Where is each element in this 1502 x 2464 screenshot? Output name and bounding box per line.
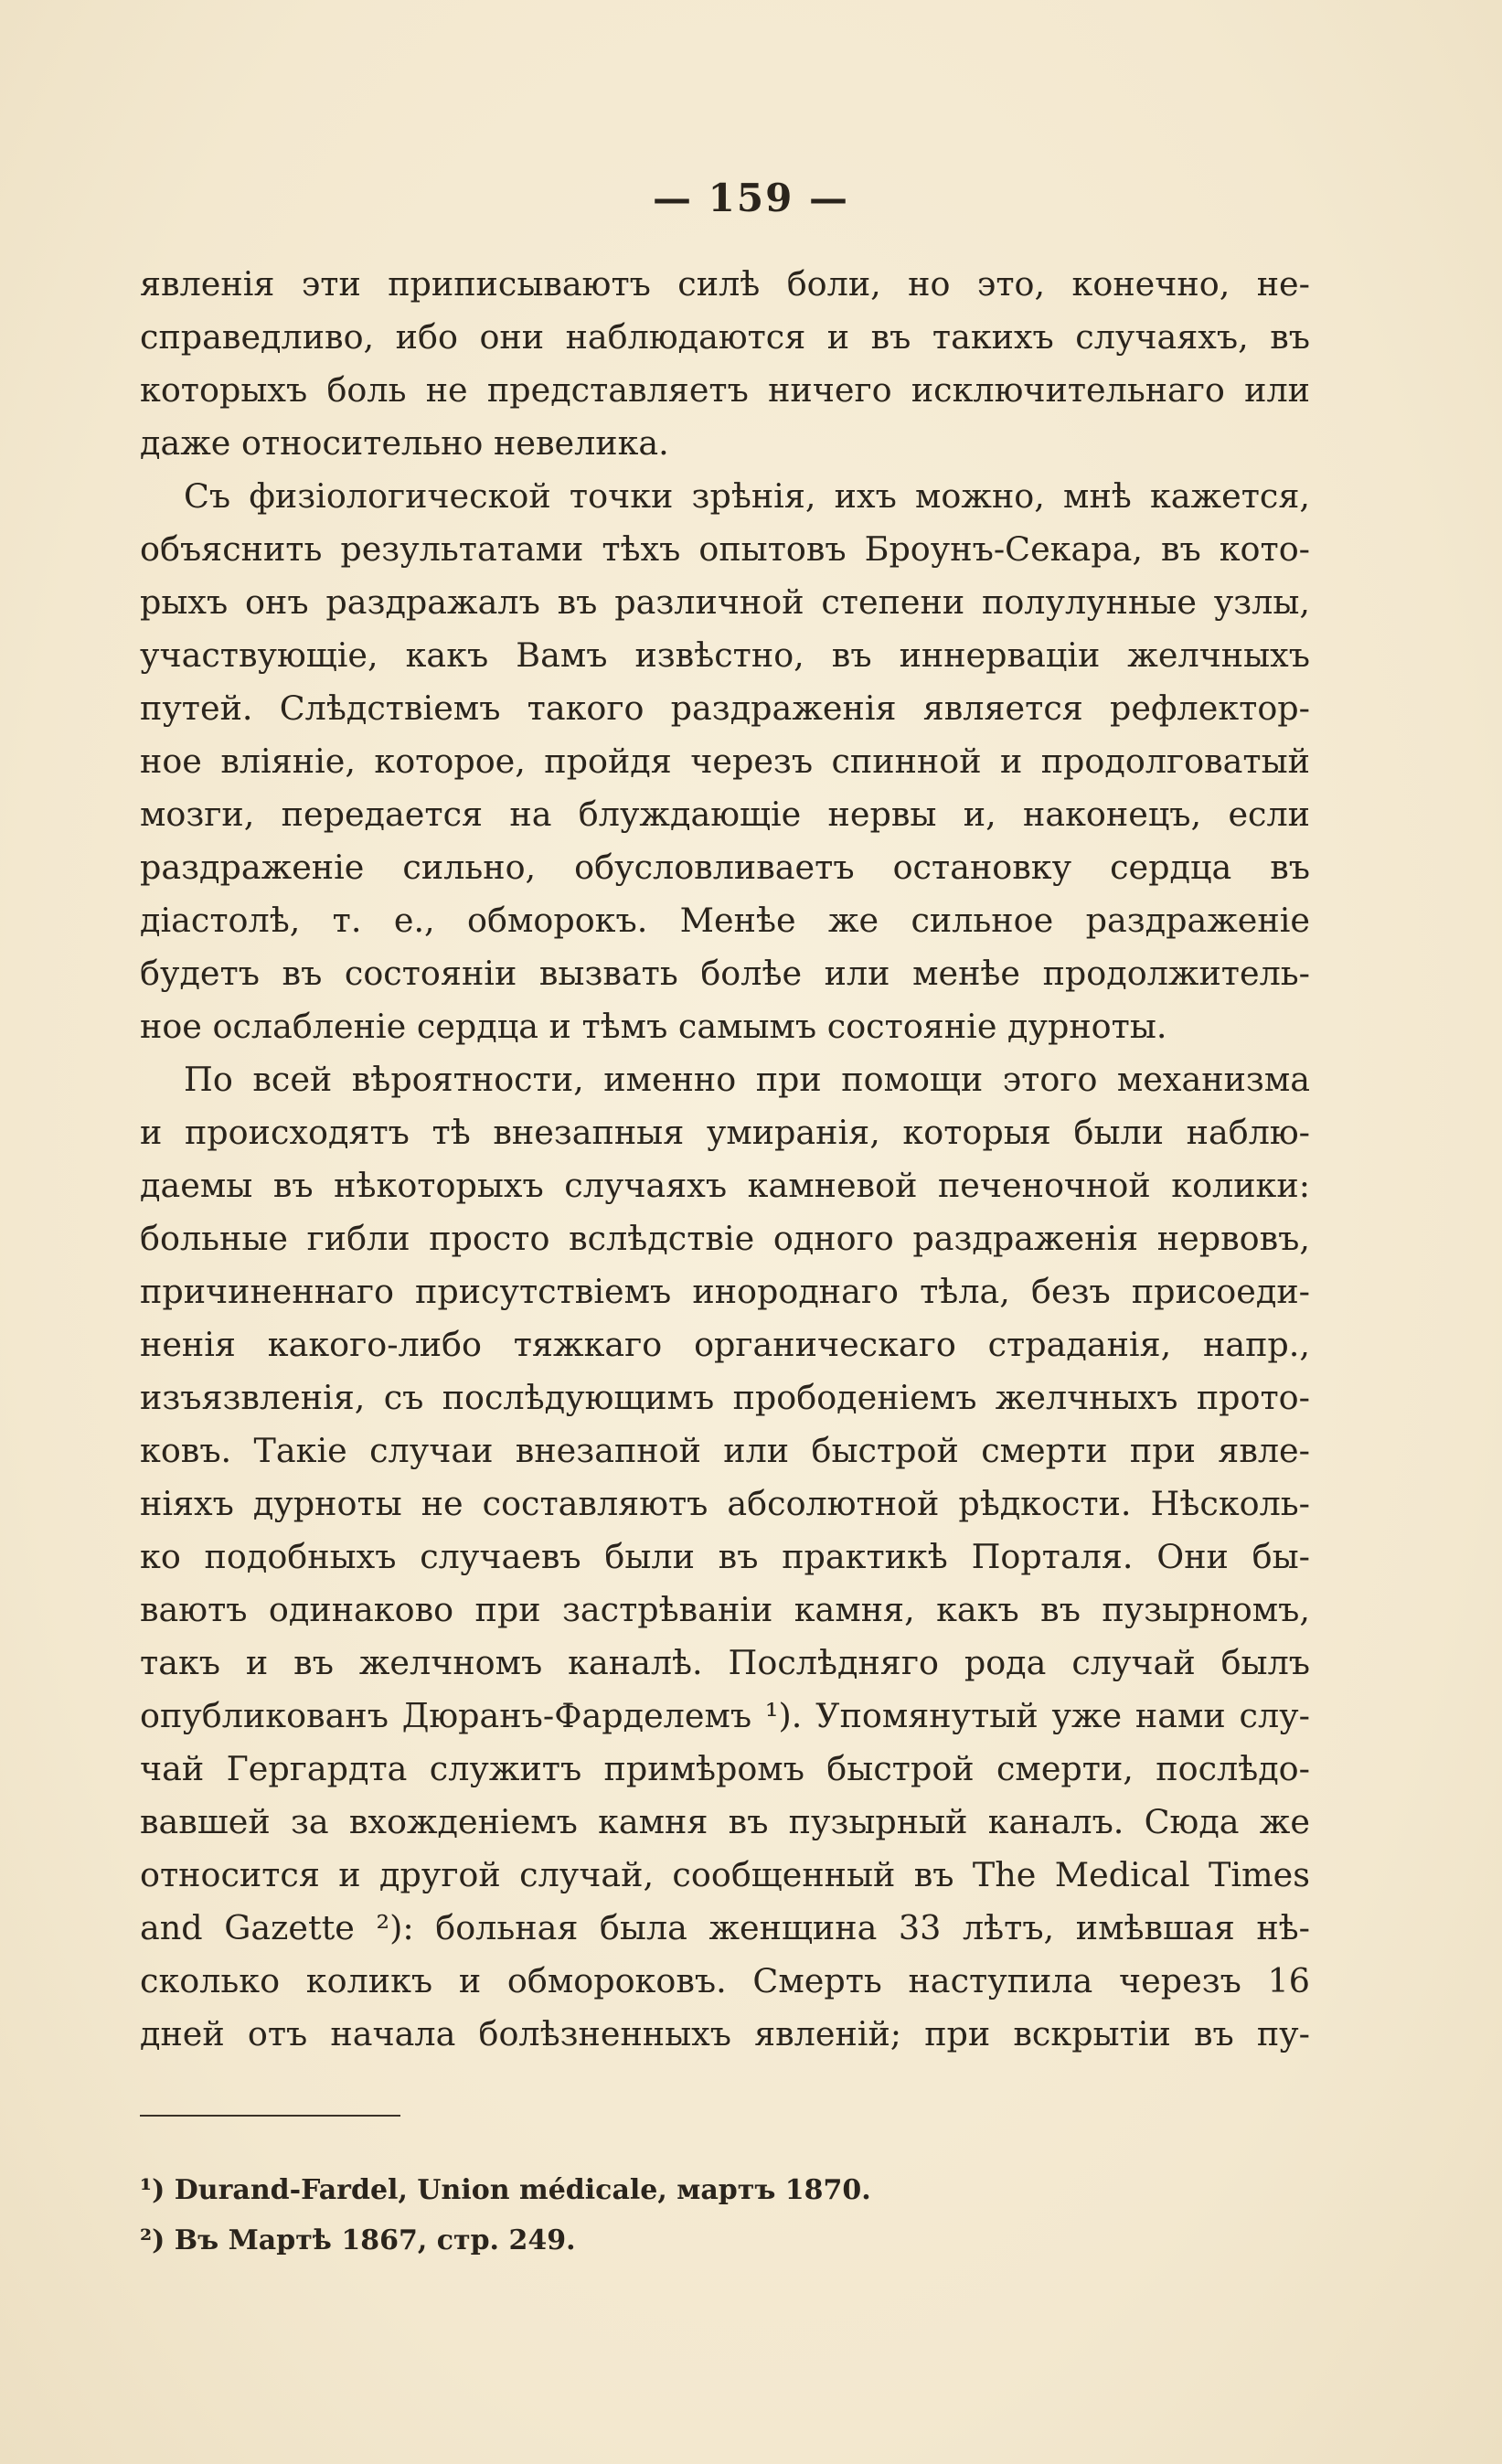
text-line: Съ физіологической точки зрѣнія, ихъ можно, мнѣ кажется, [184, 476, 1310, 516]
text-line: опубликованъ Дюранъ-Фарделемъ ¹). Упомянутый уже нами слу- [140, 1696, 1310, 1735]
text-line: ковъ. Такіе случаи внезапной или быстрой смерти при явле- [140, 1431, 1310, 1470]
text-line: ненія какого-либо тяжкаго органическаго страданія, напр., [140, 1325, 1310, 1364]
text-line: вавшей за вхожденіемъ камня въ пузырный каналъ. Сюда же [140, 1802, 1310, 1841]
text-line: даемы въ нѣкоторыхъ случаяхъ камневой печеночной колики: [140, 1166, 1310, 1205]
text-line: которыхъ боль не представляетъ ничего исключительнаго или [140, 370, 1310, 410]
text-line: дней отъ начала болѣзненныхъ явленій; при вскрытіи въ пу- [140, 2014, 1310, 2053]
text-line: справедливо, ибо они наблюдаются и въ такихъ случаяхъ, въ [140, 317, 1310, 357]
text-line: причиненнаго присутствіемъ инороднаго тѣла, безъ присоеди- [140, 1272, 1310, 1311]
text-line: раздраженіе сильно, обусловливаетъ остановку сердца въ [140, 848, 1310, 887]
text-line: ко подобныхъ случаевъ были въ практикѣ Порталя. Они бы- [140, 1537, 1310, 1576]
text-line: ное ослабленіе сердца и тѣмъ самымъ состояніе дурноты. [140, 1007, 1167, 1046]
text-line: ваютъ одинаково при застрѣваніи камня, какъ въ пузырномъ, [140, 1590, 1310, 1629]
paragraph-1 [140, 258, 1310, 470]
footnote-separator [140, 2115, 400, 2117]
text-line: ное вліяніе, которое, пройдя черезъ спинной и продолговатый [140, 741, 1310, 781]
text-line: мозги, передается на блуждающіе нервы и, наконецъ, если [140, 795, 1310, 834]
text-line: По всей вѣроятности, именно при помощи этого механизма [184, 1060, 1310, 1099]
text-line: участвующіе, какъ Вамъ извѣстно, въ иннерваціи желчныхъ [140, 635, 1310, 675]
footnotes [140, 2165, 1237, 2266]
text-line: объяснить результатами тѣхъ опытовъ Броунъ-Секара, въ кото- [140, 529, 1310, 569]
text-line: рыхъ онъ раздражалъ въ различной степени полулунные узлы, [140, 582, 1310, 622]
text-line: будетъ въ состояніи вызвать болѣе или менѣе продолжитель- [140, 954, 1310, 993]
text-line: путей. Слѣдствіемъ такого раздраженія является рефлектор- [140, 688, 1310, 728]
text-line: діастолѣ, т. е., обморокъ. Менѣе же сильное раздраженіе [140, 901, 1310, 940]
body-text [140, 258, 1310, 2061]
text-line: относится и другой случай, сообщенный въ The Medical Times [140, 1855, 1310, 1894]
paragraph-2 [140, 470, 1310, 1053]
paragraph-3 [140, 1053, 1310, 2061]
text-line: и происходятъ тѣ внезапныя умиранія, которыя были наблю- [140, 1113, 1310, 1152]
text-line: больные гибли просто вслѣдствіе одного раздраженія нервовъ, [140, 1219, 1310, 1258]
text-line: явленія эти приписываютъ силѣ боли, но это, конечно, не- [140, 264, 1310, 304]
text-line: изъязвленія, съ послѣдующимъ прободеніемъ желчныхъ прото- [140, 1378, 1310, 1417]
text-line: чай Гергардта служитъ примѣромъ быстрой смерти, послѣдо- [140, 1749, 1310, 1788]
footnote-1: ¹) Durand-Fardel, Union médicale, мартъ 1870. [140, 2174, 871, 2206]
text-line: даже относительно невелика. [140, 423, 669, 463]
text-line: and Gazette ²): больная была женщина 33 лѣтъ, имѣвшая нѣ- [140, 1908, 1310, 1947]
text-line: ніяхъ дурноты не составляютъ абсолютной рѣдкости. Нѣсколь- [140, 1484, 1310, 1523]
text-line: такъ и въ желчномъ каналѣ. Послѣдняго рода случай былъ [140, 1643, 1310, 1682]
text-line: сколько коликъ и обмороковъ. Смерть наступила черезъ 16 [140, 1961, 1310, 2000]
page-number: — 159 — [653, 176, 849, 220]
footnote-2: ²) Въ Мартѣ 1867, стр. 249. [140, 2224, 576, 2256]
